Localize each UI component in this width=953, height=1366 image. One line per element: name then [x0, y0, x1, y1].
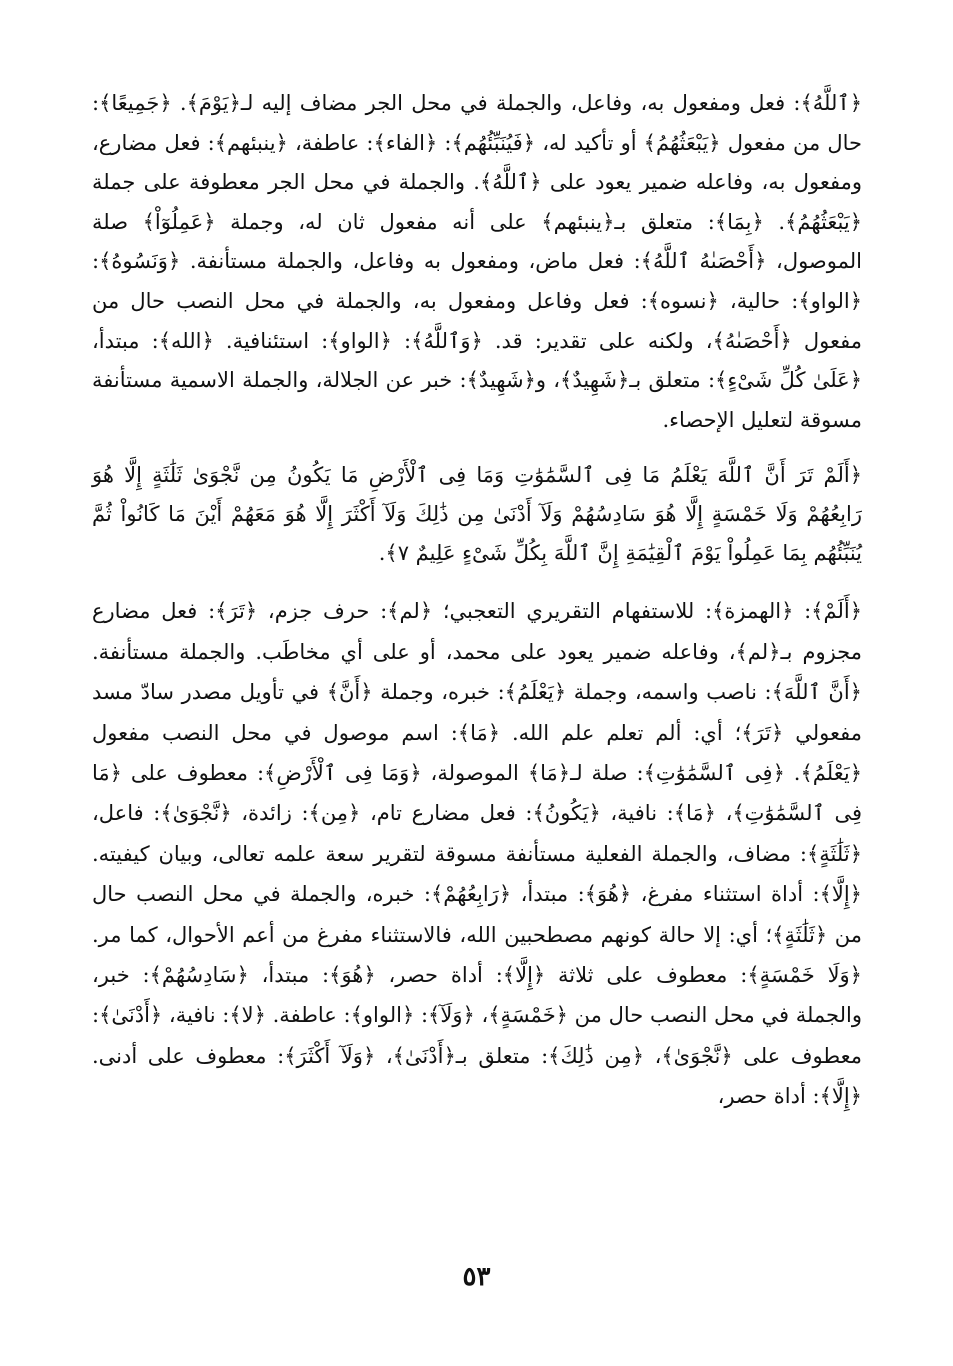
- quran-verse: ﴿أَلَمْ تَرَ أَنَّ ٱللَّهَ يَعْلَمُ مَا فِى ٱلسَّمَٰوَٰتِ وَمَا فِى ٱلْأَرْضِ مَا يَكُونُ مِن نَّجْوَىٰ ثَلَٰثَةٍ إِلَّا هُوَ رَابِعُهُمْ وَلَا خَمْسَةٍ إِلَّا هُوَ سَادِسُهُمْ وَلَآ أَدْنَىٰ مِن ذَٰلِكَ وَلَآ أَكْثَرَ إِلَّا هُوَ مَعَهُمْ أَيْنَ مَا كَانُواْ ثُمَّ يُنَبِّئُهُم بِمَا عَمِلُواْ يَوْمَ ٱلْقِيَٰمَةِ إِنَّ ٱللَّهَ بِكُلِّ شَىْءٍ عَلِيمٌ ٧﴾.: [92, 463, 862, 566]
- page-number: ٥٣: [462, 1262, 491, 1292]
- grammar-paragraph-2: ﴿أَلَمْ﴾: ﴿الهمزة﴾: للاستفهام التقريري التعجبي؛ ﴿لم﴾: حرف جزم، ﴿تَرَ﴾: فعل مضارع مجزوم بـ﴿لم﴾، وفاعله ضمير يعود على محمد، أو على أي مخاطَب. والجملة مستأنفة. ﴿أَنَّ ٱللَّهَ﴾: ناصب واسمه، وجملة ﴿يَعْلَمُ﴾: خبره، وجملة ﴿أَنَّ﴾ في تأويل مصدر سادّ مسد مفعولي ﴿تَرَ﴾؛ أي: ألم تعلم علم الله. ﴿مَا﴾: اسم موصول في محل النصب مفعول ﴿يَعْلَمُ﴾. ﴿فِى ٱلسَّمَٰوَٰتِ﴾: صلة لـ﴿مَا﴾ الموصولة، ﴿وَمَا فِى ٱلْأَرْضِ﴾: معطوف على ﴿مَا فِى ٱلسَّمَٰوَٰتِ﴾، ﴿مَا﴾: نافية، ﴿يَكُونُ﴾: فعل مضارع تام، ﴿مِن﴾: زائدة، ﴿نَّجْوَىٰ﴾: فاعل، ﴿ثَلَٰثَةٍ﴾: مضاف، والجملة الفعلية مستأنفة مسوقة لتقرير سعة علمه تعالى، وبيان كيفيته. ﴿إِلَّا﴾: أداة استثناء مفرغ، ﴿هُوَ﴾: مبتدأ، ﴿رَابِعُهُمْ﴾: خبره، والجملة في محل النصب حال من ﴿ثَلَٰثَةٍ﴾؛ أي: إلا حالة كونهم مصطحبين الله، فالاستثناء مفرغ من أعم الأحوال، كما مر. ﴿وَلَا خَمْسَةٍ﴾: معطوف على ثلاثة ﴿إِلَّا﴾: أداة حصر، ﴿هُوَ﴾: مبتدأ، ﴿سَادِسُهُمْ﴾: خبر، والجملة في محل النصب حال من ﴿خَمْسَةٍ﴾، ﴿وَلَآ﴾: ﴿الواو﴾: عاطفة. ﴿لا﴾: نافية، ﴿أَدْنَىٰ﴾: معطوف على ﴿نَّجْوَىٰ﴾، ﴿مِن ذَٰلِكَ﴾: متعلق بـ﴿أَدْنَىٰ﴾، ﴿وَلَآ أَكْثَرَ﴾: معطوف على أدنى. ﴿إِلَّا﴾: أداة حصر،: [92, 599, 862, 1109]
- grammar-paragraph-1: ﴿ٱللَّهُ﴾: فعل ومفعول به، وفاعل، والجملة في محل الجر مضاف إليه لـ﴿يَوْمَ﴾. ﴿جَمِيعًا﴾: حال من مفعول ﴿يَبْعَثُهُمُ﴾ أو تأكيد له، ﴿فَيُنَبِّئُهُم﴾: ﴿الفاء﴾: عاطفة، ﴿ينبئهم﴾: فعل مضارع، ومفعول به، وفاعله ضمير يعود على ﴿ٱللَّهُ﴾. والجملة في محل الجر معطوفة على جملة ﴿يَبْعَثُهُمُ﴾. ﴿بِمَا﴾: متعلق بـ﴿ينبئهم﴾ على أنه مفعول ثان له، وجملة ﴿عَمِلُوٓاْ﴾ صلة الموصول، ﴿أَحْصَىٰهُ ٱللَّهُ﴾: فعل ماض، ومفعول به وفاعل، والجملة مستأنفة. ﴿وَنَسُوهُ﴾: ﴿الواو﴾: حالية، ﴿نسوه﴾: فعل وفاعل ومفعول به، والجملة في محل النصب حال من مفعول ﴿أَحْصَىٰهُ﴾، ولكنه على تقدير: قد. ﴿وَٱللَّهُ﴾: ﴿الواو﴾: استئنافية. ﴿الله﴾: مبتدأ، ﴿عَلَىٰ كُلِّ شَىْءٍ﴾: متعلق بـ﴿شَهِيدٌ﴾، و﴿شَهِيدٌ﴾: خبر عن الجلالة، والجملة الاسمية مستأنفة مسوقة لتعليل الإحصاء.: [92, 91, 862, 432]
- page-body: [92, 84, 862, 1117]
